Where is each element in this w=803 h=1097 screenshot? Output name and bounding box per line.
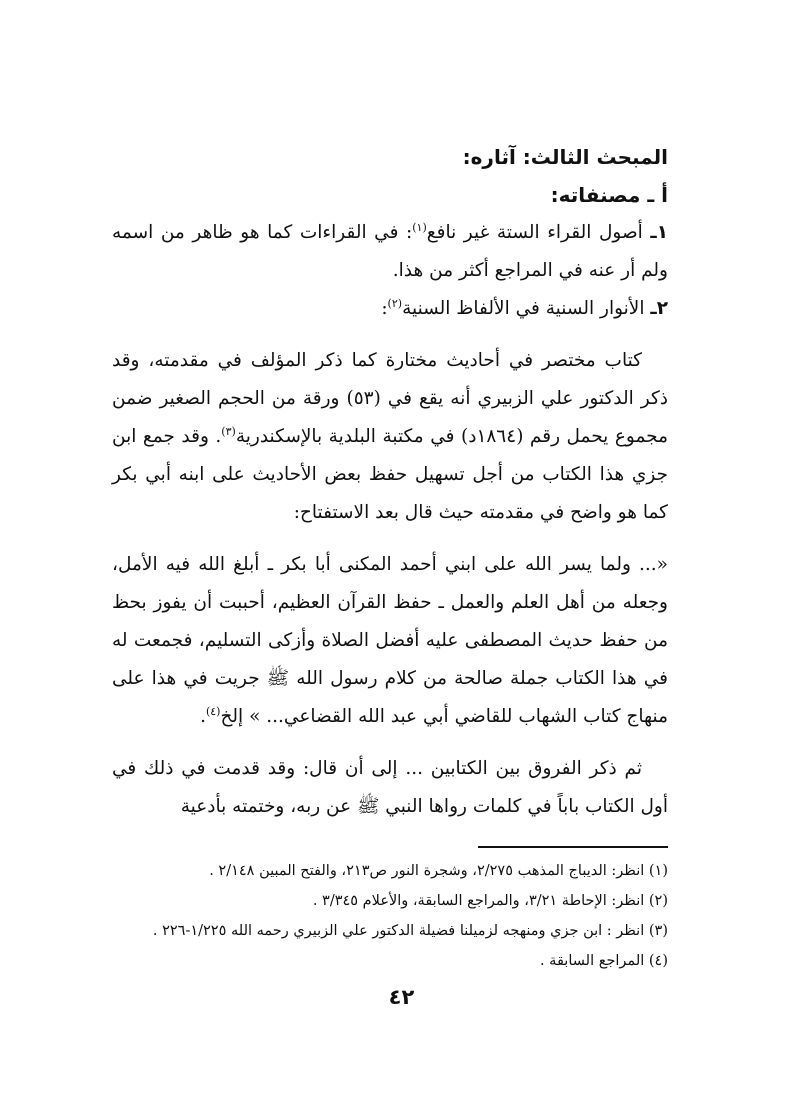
item-title: أصول القراء الستة غير نافع xyxy=(426,222,643,243)
quote-end: . xyxy=(200,706,206,727)
footnote: (٤) المراجع السابقة . xyxy=(539,953,668,969)
paragraph-text: . وقد جمع ابن جزي هذا الكتاب من أجل تسهيل حفظ بعض الأحاديث على ابنه أبي بكر كما هو واضح في مقدمته حيث قال بعد الاستفتاح: xyxy=(112,426,668,523)
footnote-divider xyxy=(478,846,668,848)
footnotes xyxy=(112,856,668,976)
item-number: ٢ـ xyxy=(650,298,668,319)
footnote-ref[interactable]: (٣) xyxy=(221,424,236,438)
item-description: : في القراءات كما هو ظاهر من اسمه ولم أر عنه في المراجع أكثر من هذا. xyxy=(112,222,668,281)
footnote: (١) انظر: الديباج المذهب ٢/٢٧٥، وشجرة النور ص٢١٣، والفتح المبين ٢/١٤٨ . xyxy=(209,863,668,879)
item-description: : xyxy=(381,298,388,319)
paragraph-text: كتاب مختصر في أحاديث مختارة كما ذكر المؤلف في مقدمته، وقد ذكر الدكتور علي الزبيري أنه يقع في (٥٣) ورقة من الحجم الصغير ضمن مجموع يحمل رقم (١٨٦٤د) في مكتبة البلدية بالإسكندرية xyxy=(112,350,668,447)
footnote: (٢) انظر: الإحاطة ٣/٢١، والمراجع السابقة، والأعلام ٣/٣٤٥ . xyxy=(312,893,668,909)
item-number: ١ـ xyxy=(650,222,668,243)
body-paragraph-2: ثم ذكر الفروق بين الكتابين ... إلى أن قال: وقد قدمت في ذلك في أول الكتاب باباً في كلمات رواها النبي ﷺ عن ربه، وختمته بأدعية xyxy=(112,758,668,817)
work-item-2 xyxy=(112,290,668,328)
page-number: ٤٢ xyxy=(388,985,415,1009)
footnote-ref[interactable]: (١) xyxy=(412,220,427,234)
quotation xyxy=(112,546,668,736)
footnote-ref[interactable]: (٢) xyxy=(387,296,403,310)
body-paragraph-1 xyxy=(112,342,668,532)
subsection-heading: أ ـ مصنفاته: xyxy=(550,183,668,207)
section-heading: المبحث الثالث: آثاره: xyxy=(462,145,668,169)
work-item-1 xyxy=(112,214,668,290)
page-body xyxy=(112,138,668,826)
footnote: (٣) انظر : ابن جزي ومنهجه لزميلنا فضيلة الدكتور علي الزبيري رحمه الله ١/٢٢٥-٢٢٦ . xyxy=(152,923,668,939)
item-title: الأنوار السنية في الألفاظ السنية xyxy=(402,298,645,319)
footnote-ref[interactable]: (٤) xyxy=(205,704,221,718)
quote-text: «... ولما يسر الله على ابني أحمد المكنى أبا بكر ـ أبلغ الله فيه الأمل، وجعله من أهل العلم والعمل ـ حفظ القرآن العظيم، أحببت أن يفوز بحظ من حفظ حديث المصطفى عليه أفضل الصلاة وأزكى التسليم، فجمعت له في هذا الكتاب جملة صالحة من كلام رسول الله ﷺ جريت في هذا على منهاج كتاب الشهاب للقاضي أبي عبد الله القضاعي... » إلخ xyxy=(112,554,668,727)
